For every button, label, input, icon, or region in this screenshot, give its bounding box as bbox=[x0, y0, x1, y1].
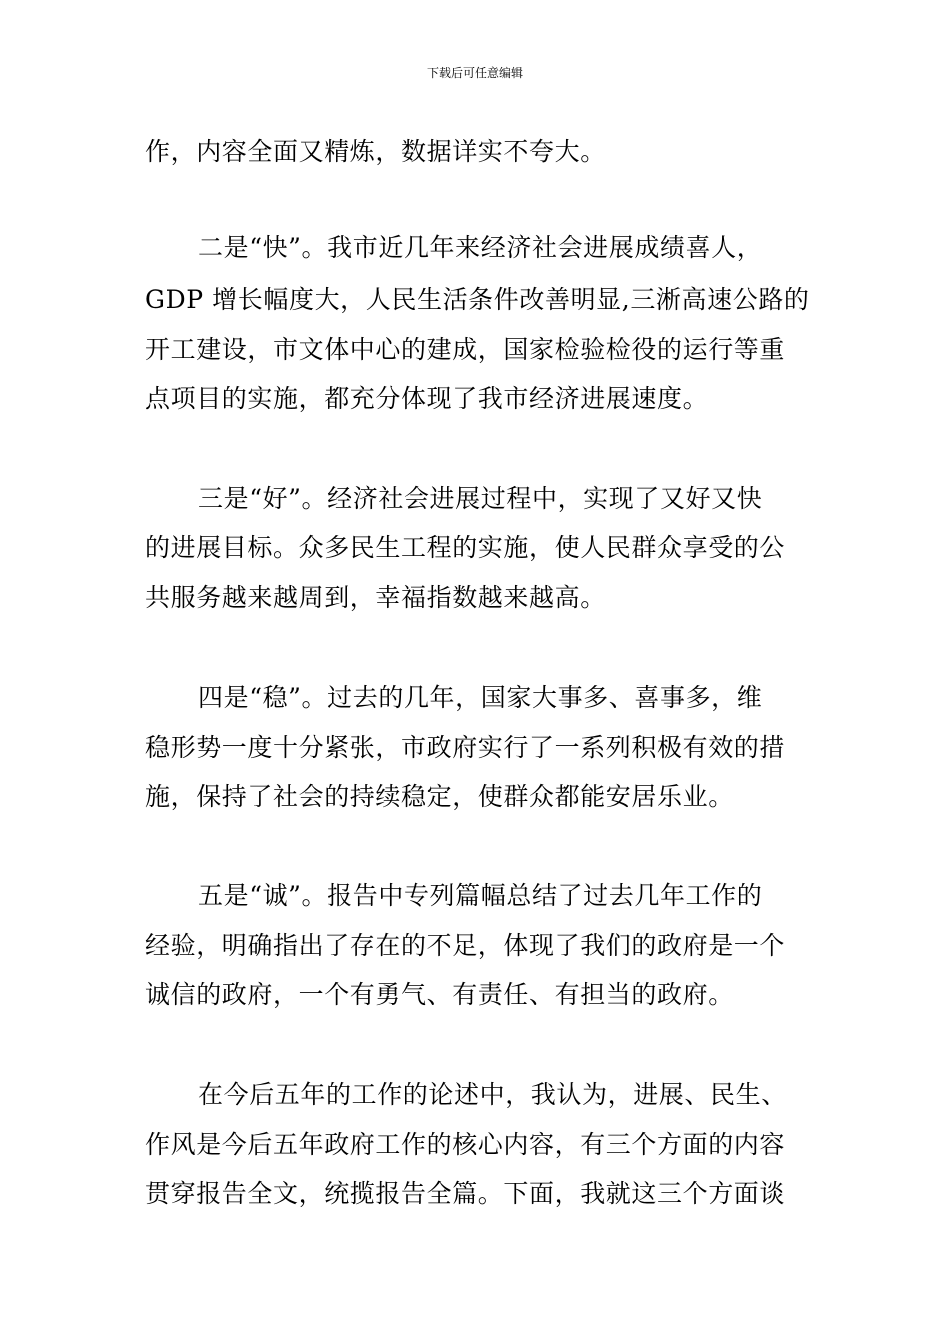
paragraph-line: 施，保持了社会的持续稳定，使群众都能安居乐业。 bbox=[145, 782, 734, 811]
page-header: 下载后可任意编辑 bbox=[426, 66, 523, 80]
paragraph-line: 二是“快”。我市近几年来经济社会进展成绩喜人， bbox=[198, 233, 763, 262]
paragraph-line: 共服务越来越周到，幸福指数越来越高。 bbox=[145, 583, 606, 612]
paragraph-line: 在今后五年的工作的论述中，我认为，进展、民生、 bbox=[198, 1080, 787, 1109]
paragraph-line: 稳形势一度十分紧张，市政府实行了一系列积极有效的措 bbox=[145, 733, 786, 762]
paragraph-line: 诚信的政府，一个有勇气、有责任、有担当的政府。 bbox=[145, 980, 734, 1009]
paragraph-line: 五是“诚”。报告中专列篇幅总结了过去几年工作的 bbox=[198, 881, 763, 910]
paragraph-line: 的进展目标。众多民生工程的实施，使人民群众享受的公 bbox=[145, 533, 786, 562]
paragraph-line: 作，内容全面又精炼，数据详实不夸大。 bbox=[145, 137, 606, 166]
paragraph-line: 经验，明确指出了存在的不足，体现了我们的政府是一个 bbox=[145, 931, 786, 960]
paragraph-line: 点项目的实施，都充分体现了我市经济进展速度。 bbox=[145, 384, 709, 413]
paragraph-line: GDP 增长幅度大，人民生活条件改善明显,三淅高速公路的 bbox=[145, 285, 810, 314]
paragraph-line: 四是“稳”。过去的几年，国家大事多、喜事多，维 bbox=[198, 683, 763, 712]
paragraph-line: 三是“好”。经济社会进展过程中，实现了又好又快 bbox=[198, 484, 763, 513]
paragraph-line: 作风是今后五年政府工作的核心内容，有三个方面的内容 bbox=[145, 1130, 786, 1159]
paragraph-line: 开工建设，市文体中心的建成，国家检验检役的运行等重 bbox=[145, 335, 786, 364]
paragraph-line: 贯穿报告全文，统揽报告全篇。下面，我就这三个方面谈 bbox=[145, 1179, 786, 1208]
